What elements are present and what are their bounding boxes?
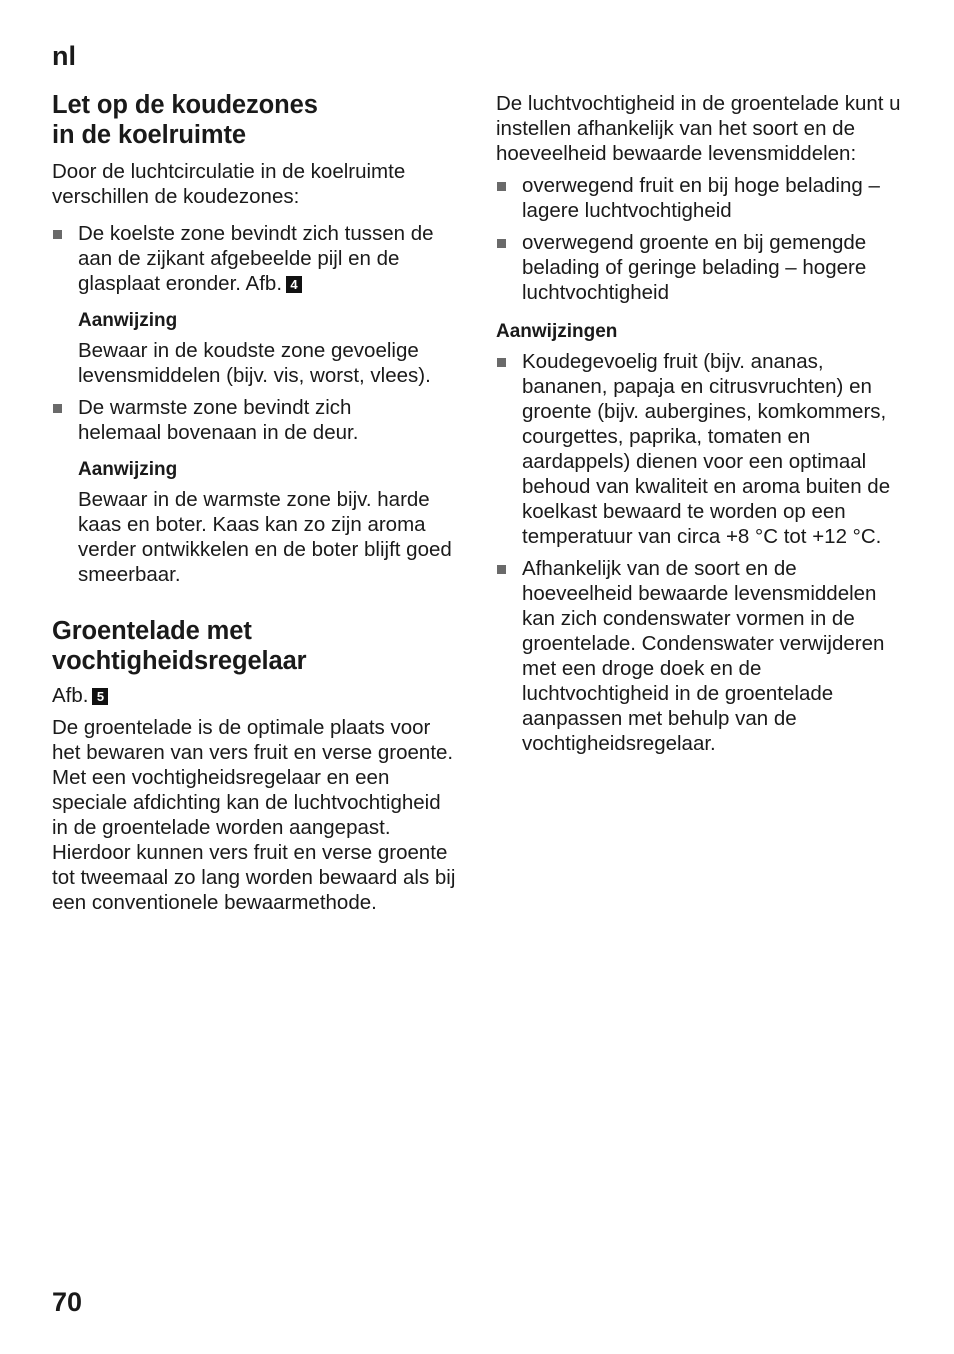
figure-ref-label: Afb. [52,684,89,707]
section-title-line2: vochtigheidsregelaar [52,647,307,675]
bullet-square-icon [496,230,522,255]
list-item-coldest-zone [52,221,462,296]
list-item-warmest-zone [52,395,462,445]
figure-reference [52,683,462,708]
note-condensation: Afhankelijk van de soort en de hoeveelheid bewaarde levensmiddelen kan zich condenswater vormen in de groentelade. Condenswater verwijderen met een droge doek en de luchtvochtigheid in de groentelade aanpassen met behulp van de vochtigheidsregelaar. [522,557,885,755]
warmest-zone-text: De warmste zone bevindt zich helemaal bovenaan in de deur. [78,396,359,444]
note-heading: Aanwijzing [78,310,178,331]
list-item [496,556,916,756]
note-heading: Aanwijzing [78,459,178,480]
bullet-square-icon [52,395,78,420]
section-title-cold-zones [52,90,462,150]
figure-ref-badge: 4 [286,276,302,293]
section-title-line2: in de koelruimte [52,121,246,149]
notes-heading: Aanwijzingen [496,321,618,342]
section-title-line1: Groentelade met [52,617,252,645]
note-text: Bewaar in de warmste zone bijv. harde kaas en boter. Kaas kan zo zijn aroma verder ontwikkelen en de boter blijft goed smeerbaar. [78,488,452,586]
coldest-zone-text: De koelste zone bevindt zich tussen de aan de zijkant afgebeelde pijl en de glasplaat eronder. Afb. [78,222,434,295]
note-cold-sensitive-produce: Koudegevoelig fruit (bijv. ananas, bananen, papaja en citrusvruchten) en groente (bijv. aubergines, komkommers, courgettes, paprika, tomaten en aardappels) dienen voor een optimaal behoud van kwaliteit en aroma buiten de koelkast bewaard te worden op een temperatuur van circa +8 °C tot +12 °C. [522,350,891,548]
humidity-intro: De luchtvochtigheid in de groentelade kunt u instellen afhankelijk van het soort en de hoeveelheid bewaarde levensmiddelen: [496,92,901,165]
figure-ref-badge: 5 [92,688,108,705]
humidity-option-text: overwegend fruit en bij hoge belading – lagere luchtvochtigheid [522,174,880,222]
list-item [496,173,916,223]
note-warmest [78,457,462,587]
language-code: nl [52,41,76,71]
bullet-square-icon [496,173,522,198]
cold-zones-intro: Door de luchtcirculatie in de koelruimte verschillen de koudezones: [52,160,406,208]
bullet-square-icon [496,556,522,581]
note-text: Bewaar in de koudste zone gevoelige levensmiddelen (bijv. vis, worst, vlees). [78,339,431,387]
section-title-crisper [52,616,462,676]
page-number: 70 [52,1287,83,1317]
list-item [496,230,916,305]
crisper-body: De groentelade is de optimale plaats voor het bewaren van vers fruit en verse groente. Met een vochtigheidsregelaar en een speciale afdichting kan de luchtvochtigheid in de groentelade worden aangepast. Hierdoor kunnen vers fruit en verse groente tot tweemaal zo lang worden bewaard als bij een conventionele bewaarmethode. [52,716,456,914]
bullet-square-icon [52,221,78,246]
list-item [496,349,916,549]
bullet-square-icon [496,349,522,374]
section-title-line1: Let op de koudezones [52,91,318,119]
humidity-option-text: overwegend groente en bij gemengde belading of geringe belading – hogere luchtvochtigheid [522,231,867,304]
note-coldest [78,308,462,388]
